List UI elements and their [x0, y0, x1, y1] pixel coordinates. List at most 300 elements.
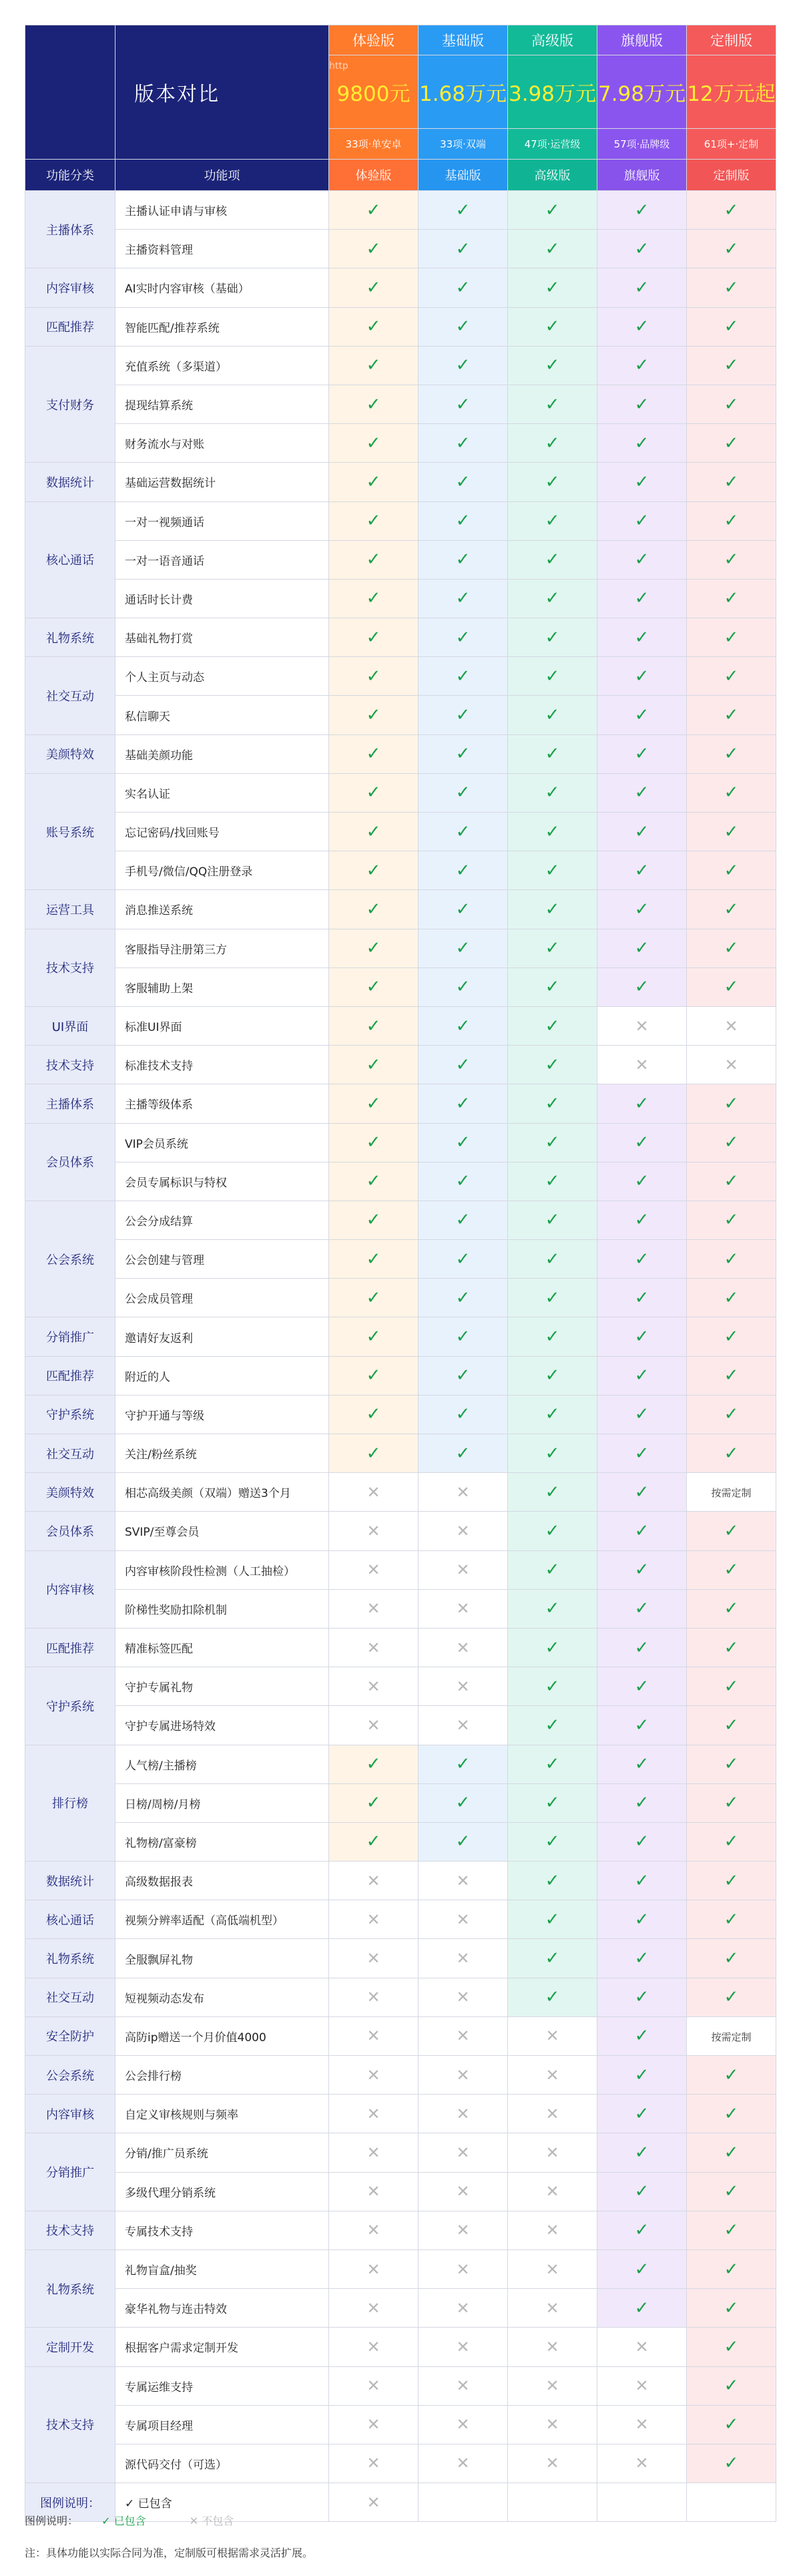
plan-cell — [597, 2289, 687, 2328]
table-row — [25, 1667, 776, 1706]
check-icon: ✓ — [634, 783, 649, 803]
plan-cell — [687, 307, 776, 346]
cross-icon: ✕ — [545, 2026, 559, 2046]
check-icon: ✓ — [366, 1249, 381, 1269]
table-row — [25, 2289, 776, 2328]
plan-cell — [687, 2249, 776, 2288]
plan-cell — [508, 2289, 597, 2328]
plan-cell — [329, 2366, 419, 2405]
table-row — [25, 1706, 776, 1745]
feature-cell: 主播认证申请与审核 — [115, 191, 329, 230]
plan-cell — [597, 1046, 687, 1084]
cross-icon: ✕ — [545, 2337, 559, 2356]
check-icon: ✓ — [545, 899, 560, 919]
plan-cell — [508, 2172, 597, 2211]
plan-price-3: 3.98万元 — [508, 82, 597, 106]
check-icon: ✓ — [545, 666, 560, 686]
plan-cell — [419, 1978, 508, 2016]
check-icon: ✓ — [545, 977, 560, 998]
check-icon: ✓ — [724, 2142, 739, 2163]
table-row — [25, 618, 776, 657]
plan-cell — [419, 1240, 508, 1279]
check-icon: ✓ — [634, 238, 649, 259]
plan-cell — [419, 1279, 508, 1317]
check-icon: ✓ — [545, 1093, 560, 1114]
plan-cell — [687, 1550, 776, 1589]
cross-icon: ✕ — [545, 2376, 559, 2396]
plan-cell — [597, 540, 687, 579]
feature-cell: 全服飘屏礼物 — [115, 1939, 329, 1978]
check-icon: ✓ — [366, 238, 381, 259]
plan-cell — [329, 1201, 419, 1239]
check-icon: ✓ — [455, 1443, 471, 1464]
check-icon: ✓ — [545, 705, 560, 726]
plan-price-cell-2 — [419, 55, 508, 129]
plan-cell — [419, 1862, 508, 1900]
plan-cell — [687, 929, 776, 968]
cross-icon: ✕ — [456, 2143, 470, 2162]
plan-cell — [419, 2133, 508, 2172]
check-icon: ✓ — [455, 394, 471, 415]
cross-icon: ✕ — [456, 1988, 470, 2007]
cross-icon: ✕ — [456, 1949, 470, 1968]
plan-cell — [508, 1900, 597, 1939]
check-icon: ✓ — [455, 744, 471, 765]
table-row — [25, 851, 776, 890]
plan-cell — [597, 1862, 687, 1900]
feature-cell: 礼物榜/富豪榜 — [115, 1822, 329, 1861]
plan-cell — [419, 540, 508, 579]
plan-cell — [508, 1356, 597, 1395]
plan-price-cell-4 — [597, 55, 687, 129]
plan-cell — [597, 657, 687, 696]
page-title: 版本对比 — [115, 25, 329, 160]
plan-cell — [508, 1240, 597, 1279]
comparison-table-wrapper — [25, 25, 776, 2522]
plan-cell — [329, 2016, 419, 2055]
plan-cell — [687, 1512, 776, 1550]
category-cell: 分销推广 — [25, 1317, 115, 1356]
plan-cell — [419, 268, 508, 307]
plan-cell — [329, 890, 419, 929]
plan-cell — [508, 1123, 597, 1162]
cross-icon: ✕ — [545, 2143, 559, 2162]
category-cell: 守护系统 — [25, 1395, 115, 1434]
cross-icon: ✕ — [366, 2337, 380, 2356]
plan-cell — [329, 1978, 419, 2016]
check-icon: ✓ — [724, 783, 739, 803]
plan-cell — [419, 2249, 508, 2288]
cross-icon: ✕ — [366, 2182, 380, 2201]
check-icon: ✓ — [455, 783, 471, 803]
check-icon: ✓ — [545, 277, 560, 298]
plan-cell — [508, 813, 597, 851]
header-feature: 功能项 — [115, 160, 329, 191]
check-icon: ✓ — [724, 394, 739, 415]
custom-note: 按需定制 — [711, 2030, 752, 2043]
check-icon: ✓ — [724, 433, 739, 453]
check-icon: ✓ — [634, 550, 649, 570]
plan-cell — [508, 1512, 597, 1550]
feature-cell: 标准UI界面 — [115, 1006, 329, 1045]
plan-cell — [329, 191, 419, 230]
check-icon: ✓ — [634, 316, 649, 337]
plan-cell — [687, 1900, 776, 1939]
table-row — [25, 1046, 776, 1084]
check-icon: ✓ — [724, 1249, 739, 1269]
check-icon: ✓ — [634, 1171, 649, 1192]
plan-cell — [419, 579, 508, 618]
plan-cell — [329, 1745, 419, 1783]
cross-icon: ✕ — [366, 2260, 380, 2279]
plan-cell — [508, 1434, 597, 1473]
category-cell: 排行榜 — [25, 1745, 115, 1862]
cross-icon: ✕ — [456, 2415, 470, 2434]
plan-cell — [508, 1162, 597, 1201]
plan-cell — [508, 618, 597, 657]
table-row — [25, 2133, 776, 2172]
plan-cell — [508, 1589, 597, 1628]
table-row — [25, 1006, 776, 1045]
plan-cell — [597, 424, 687, 463]
plan-cell — [508, 1862, 597, 1900]
table-row — [25, 2444, 776, 2483]
check-icon: ✓ — [545, 511, 560, 531]
plan-price-cell-1 — [329, 55, 419, 129]
table-row — [25, 1434, 776, 1473]
category-cell: 匹配推荐 — [25, 307, 115, 346]
plan-cell — [687, 268, 776, 307]
plan-cell — [329, 657, 419, 696]
check-icon: ✓ — [366, 744, 381, 765]
check-icon: ✓ — [455, 316, 471, 337]
check-icon: ✓ — [724, 1093, 739, 1114]
check-icon: ✓ — [545, 471, 560, 492]
table-row — [25, 1317, 776, 1356]
check-icon: ✓ — [724, 1715, 739, 1735]
plan-cell — [508, 968, 597, 1006]
check-icon: ✓ — [634, 666, 649, 686]
cross-icon: ✕ — [545, 2298, 559, 2318]
plan-cell — [329, 2328, 419, 2366]
check-icon: ✓ — [455, 1793, 471, 1813]
check-icon: ✓ — [455, 1287, 471, 1308]
category-cell: 运营工具 — [25, 890, 115, 929]
title-spacer — [25, 25, 115, 160]
cross-icon: ✕ — [366, 1560, 380, 1580]
check-icon: ✓ — [366, 511, 381, 531]
plan-cell — [597, 1356, 687, 1395]
check-icon: ✓ — [455, 238, 471, 259]
plan-sub-4: 57项·品牌级 — [597, 129, 687, 160]
category-cell: 社交互动 — [25, 1978, 115, 2016]
table-row — [25, 734, 776, 773]
plan-cell — [419, 813, 508, 851]
cross-icon: ✕ — [456, 1521, 470, 1540]
plan-cell — [508, 346, 597, 385]
plan-cell — [597, 1162, 687, 1201]
feature-cell: 财务流水与对账 — [115, 424, 329, 463]
feature-cell: 实名认证 — [115, 773, 329, 812]
check-icon: ✓ — [724, 744, 739, 765]
plan-cell — [419, 1667, 508, 1706]
check-icon: ✓ — [724, 2259, 739, 2280]
plan-cell — [508, 1706, 597, 1745]
plan-cell — [597, 929, 687, 968]
plan-cell — [687, 2444, 776, 2483]
plan-cell — [329, 618, 419, 657]
plan-cell — [329, 1473, 419, 1512]
check-icon: ✓ — [545, 316, 560, 337]
check-icon: ✓ — [545, 1210, 560, 1231]
cross-icon: ✕ — [456, 2337, 470, 2356]
check-icon: ✓ — [724, 1948, 739, 1969]
table-row — [25, 1822, 776, 1861]
check-icon: ✓ — [366, 277, 381, 298]
plan-cell — [687, 385, 776, 423]
plan-cell — [508, 1628, 597, 1667]
check-icon: ✓ — [724, 860, 739, 881]
cross-icon: ✕ — [456, 1482, 470, 1502]
plan-cell — [419, 1473, 508, 1512]
cross-icon: ✕ — [456, 1638, 470, 1657]
check-icon: ✓ — [724, 938, 739, 959]
check-icon: ✓ — [634, 1482, 649, 1502]
plan-cell — [419, 2483, 508, 2522]
plan-cell — [597, 2133, 687, 2172]
cross-icon: ✕ — [456, 1910, 470, 1929]
cross-icon: ✕ — [545, 2104, 559, 2123]
check-icon: ✓ — [366, 471, 381, 492]
plan-cell — [329, 2211, 419, 2249]
plan-cell — [508, 1084, 597, 1123]
table-row — [25, 1473, 776, 1512]
plan-cell — [508, 2056, 597, 2095]
table-row — [25, 268, 776, 307]
plan-cell — [597, 1783, 687, 1822]
plan-cell — [597, 1317, 687, 1356]
comparison-body — [25, 191, 776, 2522]
cross-icon: ✕ — [366, 2221, 380, 2240]
feature-cell: 主播等级体系 — [115, 1084, 329, 1123]
plan-cell — [597, 734, 687, 773]
plan-cell — [508, 2095, 597, 2133]
check-icon: ✓ — [724, 899, 739, 919]
plan-cell — [329, 813, 419, 851]
feature-cell: SVIP/至尊会员 — [115, 1512, 329, 1550]
check-icon: ✓ — [634, 977, 649, 998]
check-icon: ✓ — [634, 2298, 649, 2318]
table-row — [25, 968, 776, 1006]
check-icon: ✓ — [724, 1909, 739, 1930]
cross-icon: ✕ — [456, 2298, 470, 2318]
plan-cell — [597, 2249, 687, 2288]
plan-cell — [419, 230, 508, 268]
category-cell: 美颜特效 — [25, 1473, 115, 1512]
plan-cell — [687, 230, 776, 268]
plan-cell — [419, 1006, 508, 1045]
version-comparison-table — [25, 25, 776, 2522]
table-row — [25, 2172, 776, 2211]
check-icon: ✓ — [634, 355, 649, 376]
feature-cell: 会员专属标识与特权 — [115, 1162, 329, 1201]
check-icon: ✓ — [545, 1287, 560, 1308]
plan-cell — [508, 1783, 597, 1822]
check-icon: ✓ — [366, 666, 381, 686]
plan-cell — [329, 1084, 419, 1123]
check-icon: ✓ — [724, 821, 739, 842]
plan-cell — [508, 2444, 597, 2483]
plan-cell — [508, 579, 597, 618]
plan-cell — [687, 2405, 776, 2444]
plan-cell — [419, 1745, 508, 1783]
cross-icon: ✕ — [366, 2493, 380, 2512]
check-icon: ✓ — [634, 2220, 649, 2241]
check-icon: ✓ — [634, 1987, 649, 2008]
feature-cell: 手机号/微信/QQ注册登录 — [115, 851, 329, 890]
plan-cell — [329, 851, 419, 890]
check-icon: ✓ — [724, 588, 739, 609]
check-icon: ✓ — [455, 1327, 471, 1347]
plan-cell — [419, 1550, 508, 1589]
feature-cell: 内容审核阶段性检测（人工抽检） — [115, 1550, 329, 1589]
plan-cell — [329, 1706, 419, 1745]
category-cell: 匹配推荐 — [25, 1356, 115, 1395]
table-row — [25, 1978, 776, 2016]
plan-cell — [329, 385, 419, 423]
plan-cell — [329, 968, 419, 1006]
check-icon: ✓ — [455, 1016, 471, 1036]
table-row — [25, 1084, 776, 1123]
cross-icon: ✕ — [366, 2104, 380, 2123]
plan-cell — [597, 268, 687, 307]
plan-cell — [329, 2056, 419, 2095]
plan-cell — [687, 2133, 776, 2172]
category-cell: UI界面 — [25, 1006, 115, 1045]
cross-icon: ✕ — [366, 2415, 380, 2434]
plan-cell — [329, 1279, 419, 1317]
check-icon: ✓ — [724, 1676, 739, 1697]
feature-cell: 守护专属进场特效 — [115, 1706, 329, 1745]
plan-cell — [687, 1046, 776, 1084]
plan-name-3: 高级版 — [508, 25, 597, 55]
plan-cell — [508, 2016, 597, 2055]
legend-excluded-label: 不包含 — [202, 2515, 234, 2527]
check-icon: ✓ — [545, 1443, 560, 1464]
check-icon: ✓ — [455, 1249, 471, 1269]
plan-cell — [508, 1978, 597, 2016]
plan-cell — [329, 1046, 419, 1084]
category-cell: 礼物系统 — [25, 1939, 115, 1978]
check-icon: ✓ — [724, 2376, 739, 2396]
plan-cell — [329, 579, 419, 618]
cross-icon: ✕ — [635, 2376, 649, 2396]
plan-cell — [329, 1628, 419, 1667]
plan-cell — [687, 773, 776, 812]
check-icon: ✓ — [634, 860, 649, 881]
check-icon: ✓ — [634, 1676, 649, 1697]
header-plan-3: 高级版 — [508, 160, 597, 191]
footnote: 注：具体功能以实际合同为准，定制版可根据需求灵活扩展。 — [25, 2547, 314, 2559]
plan-cell — [419, 734, 508, 773]
plan-cell — [597, 813, 687, 851]
category-cell: 数据统计 — [25, 463, 115, 501]
plan-cell — [597, 1395, 687, 1434]
check-icon: ✓ — [455, 860, 471, 881]
feature-cell: 日榜/周榜/月榜 — [115, 1783, 329, 1822]
feature-cell: 客服指导注册第三方 — [115, 929, 329, 968]
category-cell: 主播体系 — [25, 1084, 115, 1123]
check-icon: ✓ — [724, 277, 739, 298]
cross-icon: ✕ — [366, 1599, 380, 1619]
table-row — [25, 1862, 776, 1900]
plan-cell — [419, 618, 508, 657]
check-icon: ✓ — [634, 1560, 649, 1580]
check-icon: ✓ — [634, 1793, 649, 1813]
cross-icon: ✕ — [366, 1910, 380, 1929]
plan-cell — [419, 2405, 508, 2444]
check-icon: ✓ — [366, 1171, 381, 1192]
check-icon: ✓ — [724, 2220, 739, 2241]
cross-icon: ✕ — [366, 1871, 380, 1890]
plan-cell — [687, 463, 776, 501]
category-cell: 公会系统 — [25, 1201, 115, 1317]
check-icon: ✓ — [724, 1171, 739, 1192]
check-icon: ✓ — [724, 1832, 739, 1852]
plan-cell — [508, 1395, 597, 1434]
plan-cell — [597, 1434, 687, 1473]
cross-icon: ✕ — [545, 2182, 559, 2201]
table-row — [25, 2405, 776, 2444]
feature-cell: 智能匹配/推荐系统 — [115, 307, 329, 346]
check-icon: ✓ — [634, 2065, 649, 2085]
table-row — [25, 1356, 776, 1395]
plan-cell — [508, 2328, 597, 2366]
plan-cell — [597, 1667, 687, 1706]
plan-cell — [597, 1939, 687, 1978]
plan-cell — [508, 501, 597, 540]
check-icon: ✓ — [545, 1948, 560, 1969]
feature-cell: 充值系统（多渠道） — [115, 346, 329, 385]
check-icon: ✓ — [545, 1637, 560, 1658]
cross-icon: ✕ — [724, 1016, 738, 1036]
plan-cell — [419, 657, 508, 696]
feature-cell: 一对一语音通话 — [115, 540, 329, 579]
plan-cell — [329, 696, 419, 734]
check-icon: ✓ — [724, 2065, 739, 2085]
check-icon: ✓ — [634, 2103, 649, 2124]
plan-cell — [329, 1550, 419, 1589]
plan-cell — [597, 696, 687, 734]
check-icon: ✓ — [366, 588, 381, 609]
check-icon: ✓ — [366, 355, 381, 376]
check-icon: ✓ — [724, 1754, 739, 1775]
plan-cell — [687, 1783, 776, 1822]
plan-cell — [508, 1550, 597, 1589]
plan-cell — [329, 268, 419, 307]
feature-cell: 多级代理分销系统 — [115, 2172, 329, 2211]
plan-cell — [329, 1512, 419, 1550]
category-cell: 核心通话 — [25, 1900, 115, 1939]
plan-cell — [687, 2056, 776, 2095]
check-icon: ✓ — [455, 471, 471, 492]
plan-cell — [687, 540, 776, 579]
plan-price-cell-5 — [687, 55, 776, 129]
check-icon: ✓ — [724, 977, 739, 998]
feature-cell: 根据客户需求定制开发 — [115, 2328, 329, 2366]
category-cell: 守护系统 — [25, 1667, 115, 1745]
watermark-text: http — [329, 61, 348, 71]
